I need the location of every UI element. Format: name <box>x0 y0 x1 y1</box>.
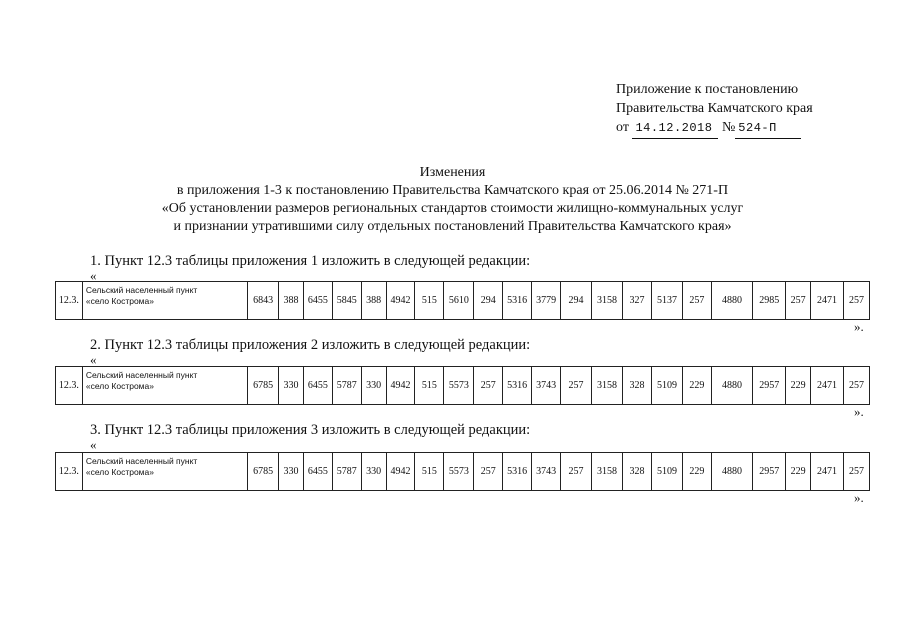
table-cell: 330 <box>361 367 386 405</box>
table-cell: 2471 <box>811 453 844 491</box>
attachment-header <box>616 80 813 139</box>
table-cell: 3779 <box>532 282 561 320</box>
settlement-name <box>82 453 247 491</box>
title-line4: и признании утратившими силу отдельных постановлений Правительства Камчатского края» <box>173 219 732 234</box>
table-cell: 515 <box>415 453 444 491</box>
table-cell: 330 <box>361 453 386 491</box>
section-1-table-row <box>56 282 870 320</box>
table-cell: 4880 <box>711 367 752 405</box>
table-cell: 294 <box>561 282 592 320</box>
table-cell: 388 <box>279 282 304 320</box>
table-cell: 4942 <box>386 367 415 405</box>
table-cell: 3158 <box>592 453 623 491</box>
table-cell: 2471 <box>811 367 844 405</box>
attachment-header-line1: Приложение к постановлению <box>616 82 799 97</box>
settlement-type: Сельский населенный пункт <box>85 370 198 380</box>
table-cell: 3158 <box>592 367 623 405</box>
table-cell: 257 <box>844 282 870 320</box>
table-cell: 257 <box>844 453 870 491</box>
section-2-close-quote: ». <box>854 404 864 419</box>
table-cell: 5845 <box>332 282 361 320</box>
section-1-open-quote: « <box>90 268 97 283</box>
section-1-close-quote: ». <box>854 319 864 334</box>
section-2-table-row <box>56 367 870 405</box>
table-cell: 257 <box>474 453 503 491</box>
table-cell: 229 <box>786 367 811 405</box>
section-2-open-quote: « <box>90 352 97 367</box>
table-cell: 5610 <box>444 282 474 320</box>
settlement-type: Сельский населенный пункт <box>85 456 198 466</box>
settlement-title: «село Кострома» <box>85 467 154 477</box>
section-3-heading: 3. Пункт 12.3 таблицы приложения 3 изложить в следующей редакции: <box>90 422 531 438</box>
table-cell: 229 <box>682 453 711 491</box>
section-3-table <box>55 452 870 491</box>
table-cell: 3743 <box>532 367 561 405</box>
attachment-header-line2: Правительства Камчатского края <box>616 101 813 116</box>
table-cell: 515 <box>415 367 444 405</box>
row-number: 12.3. <box>56 453 83 491</box>
table-cell: 330 <box>279 453 304 491</box>
table-cell: 4942 <box>386 453 415 491</box>
table-cell: 327 <box>623 282 652 320</box>
table-cell: 2471 <box>811 282 844 320</box>
title-line3: «Об установлении размеров региональных стандартов стоимости жилищно-коммунальных услуг <box>161 201 744 216</box>
table-cell: 2957 <box>753 453 786 491</box>
order-number-label: № <box>721 120 736 135</box>
table-cell: 5316 <box>503 282 532 320</box>
table-cell: 4880 <box>711 453 752 491</box>
table-cell: 328 <box>623 367 652 405</box>
table-cell: 388 <box>361 282 386 320</box>
table-cell: 4880 <box>711 282 752 320</box>
section-2-heading: 2. Пункт 12.3 таблицы приложения 2 изложить в следующей редакции: <box>90 337 531 353</box>
order-number: 524-П <box>735 119 801 139</box>
settlement-name <box>82 367 247 405</box>
table-cell: 2957 <box>753 367 786 405</box>
section-3-table-row <box>56 453 870 491</box>
table-cell: 4942 <box>386 282 415 320</box>
table-cell: 5316 <box>503 367 532 405</box>
table-cell: 2985 <box>753 282 786 320</box>
table-cell: 5137 <box>651 282 682 320</box>
table-cell: 294 <box>474 282 503 320</box>
settlement-title: «село Кострома» <box>85 296 154 306</box>
table-cell: 3743 <box>532 453 561 491</box>
order-from-label: от <box>616 120 629 135</box>
table-cell: 257 <box>682 282 711 320</box>
table-cell: 257 <box>561 453 592 491</box>
order-reference <box>616 118 813 139</box>
section-2-table <box>55 366 870 405</box>
row-number: 12.3. <box>56 282 83 320</box>
table-cell: 257 <box>844 367 870 405</box>
table-cell: 229 <box>786 453 811 491</box>
order-date: 14.12.2018 <box>632 119 718 139</box>
title-line2: в приложения 1-3 к постановлению Правительства Камчатского края от 25.06.2014 № 271-П <box>176 183 729 198</box>
table-cell: 257 <box>561 367 592 405</box>
settlement-title: «село Кострома» <box>85 381 154 391</box>
table-cell: 5109 <box>651 367 682 405</box>
section-1-table <box>55 281 870 320</box>
section-3-close-quote: ». <box>854 490 864 505</box>
table-cell: 5787 <box>332 453 361 491</box>
settlement-type: Сельский населенный пункт <box>85 285 198 295</box>
table-cell: 257 <box>786 282 811 320</box>
table-cell: 3158 <box>592 282 623 320</box>
row-number: 12.3. <box>56 367 83 405</box>
table-cell: 5573 <box>444 453 474 491</box>
table-cell: 5787 <box>332 367 361 405</box>
table-cell: 6455 <box>303 453 332 491</box>
title-line1: Изменения <box>419 165 486 180</box>
table-cell: 257 <box>474 367 503 405</box>
table-cell: 5316 <box>503 453 532 491</box>
table-cell: 6455 <box>303 282 332 320</box>
section-1-heading: 1. Пункт 12.3 таблицы приложения 1 изложить в следующей редакции: <box>90 253 531 269</box>
table-cell: 6843 <box>248 282 279 320</box>
table-cell: 328 <box>623 453 652 491</box>
table-cell: 229 <box>682 367 711 405</box>
table-cell: 330 <box>279 367 304 405</box>
table-cell: 6455 <box>303 367 332 405</box>
table-cell: 515 <box>415 282 444 320</box>
table-cell: 5573 <box>444 367 474 405</box>
document-title <box>0 164 905 236</box>
settlement-name <box>82 282 247 320</box>
table-cell: 6785 <box>248 453 279 491</box>
table-cell: 5109 <box>651 453 682 491</box>
section-3-open-quote: « <box>90 437 97 452</box>
table-cell: 6785 <box>248 367 279 405</box>
